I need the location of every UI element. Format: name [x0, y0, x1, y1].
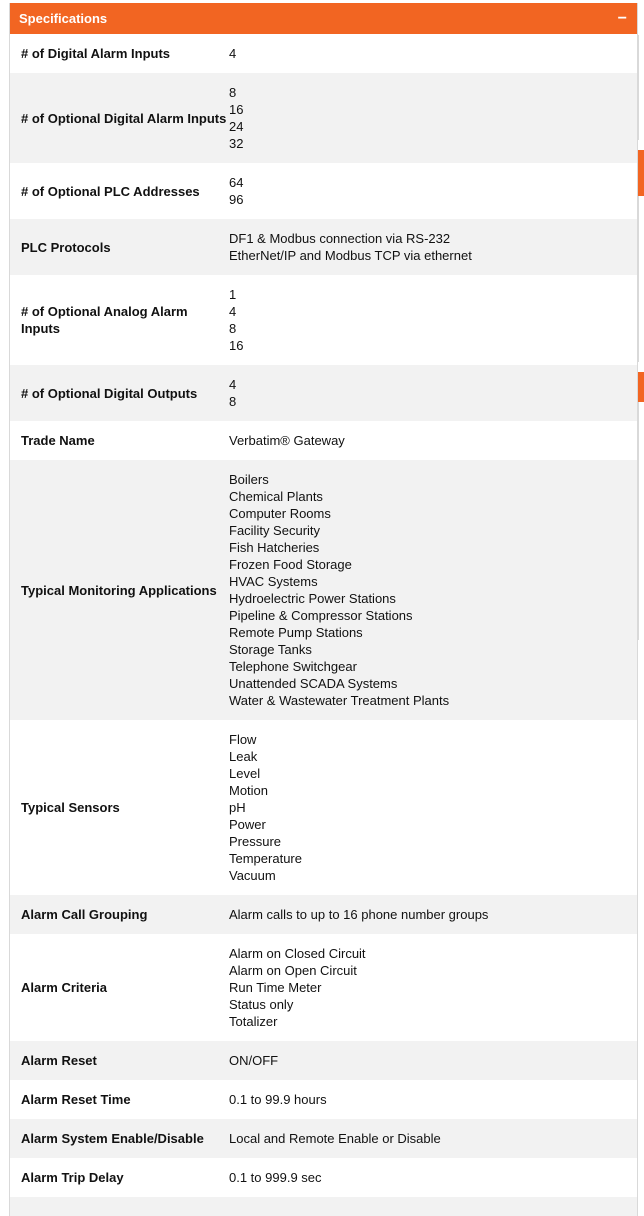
spec-value-line: Run Time Meter — [229, 980, 322, 995]
spec-value — [229, 1091, 637, 1108]
spec-label: # of Optional Analog Alarm Inputs — [21, 304, 188, 336]
spec-label: Alarm System Enable/Disable — [21, 1131, 204, 1146]
spec-value-line: 32 — [229, 136, 244, 151]
spec-label: # of Optional Digital Alarm Inputs — [21, 110, 227, 126]
spec-row — [10, 163, 637, 219]
spec-row — [10, 934, 637, 1041]
specifications-panel — [9, 3, 638, 1216]
spec-value-line: Leak — [229, 749, 258, 764]
specifications-table — [10, 34, 637, 1216]
spec-row — [10, 895, 637, 934]
spec-value-line: DF1 & Modbus connection via RS-232 — [229, 231, 451, 246]
specifications-header[interactable] — [10, 3, 637, 34]
spec-value-line: Frozen Food Storage — [229, 557, 352, 572]
spec-value-line: Computer Rooms — [229, 506, 331, 521]
spec-value — [229, 376, 637, 410]
spec-row — [10, 1158, 637, 1197]
specifications-title: Specifications — [19, 11, 108, 26]
spec-value-line: 16 — [229, 338, 244, 353]
spec-label: Typical Monitoring Applications — [21, 582, 217, 598]
spec-value-line: 64 — [229, 175, 244, 190]
spec-label: # of Optional PLC Addresses — [21, 183, 200, 199]
spec-row — [10, 34, 637, 73]
spec-value — [229, 286, 637, 354]
spec-value-line: Chemical Plants — [229, 489, 323, 504]
spec-row — [10, 720, 637, 895]
spec-value — [229, 1052, 637, 1069]
spec-value-line: 96 — [229, 192, 244, 207]
spec-value-line: ON/OFF — [229, 1053, 279, 1068]
spec-label: # of Digital Alarm Inputs — [21, 46, 171, 61]
spec-value-line: Facility Security — [229, 523, 321, 538]
spec-value-line: pH — [229, 800, 246, 815]
spec-value-line: Local and Remote Enable or Disable — [229, 1131, 441, 1146]
spec-value-line: 4 — [229, 377, 237, 392]
spec-value-line: Fish Hatcheries — [229, 540, 320, 555]
spec-value-line: 4 — [229, 46, 237, 61]
spec-row — [10, 365, 637, 421]
side-panel-header-edge — [638, 150, 644, 196]
spec-value-line: EtherNet/IP and Modbus TCP via ethernet — [229, 248, 472, 263]
side-panel-edge — [638, 196, 639, 362]
spec-value — [229, 84, 637, 152]
spec-label: Alarm Trip Delay — [21, 1170, 124, 1185]
spec-value-line: 8 — [229, 85, 237, 100]
spec-row — [10, 1080, 637, 1119]
spec-value — [229, 906, 637, 923]
spec-value-line: 4 — [229, 304, 237, 319]
spec-value-line: Hydroelectric Power Stations — [229, 591, 396, 606]
spec-row — [10, 1119, 637, 1158]
spec-value-line: Boilers — [229, 472, 269, 487]
side-panel-edge — [638, 402, 639, 640]
spec-value-line: Motion — [229, 783, 269, 798]
spec-value-line: Pipeline & Compressor Stations — [229, 608, 413, 623]
spec-value-line: Vacuum — [229, 868, 276, 883]
spec-row — [10, 1197, 637, 1216]
spec-row — [10, 73, 637, 163]
spec-value — [229, 471, 637, 709]
spec-value-line — [229, 1208, 627, 1216]
spec-value-line: 16 — [229, 102, 244, 117]
spec-value — [229, 731, 637, 884]
spec-value-line: 1 — [229, 287, 237, 302]
spec-value-line: Alarm on Open Circuit — [229, 963, 357, 978]
spec-value-line: Level — [229, 766, 261, 781]
spec-label: Alarm Call Grouping — [21, 907, 148, 922]
spec-value-line: Unattended SCADA Systems — [229, 676, 398, 691]
spec-value-line: 24 — [229, 119, 244, 134]
spec-label: Typical Sensors — [21, 800, 120, 815]
spec-value-line: 8 — [229, 321, 237, 336]
spec-value-line: Totalizer — [229, 1014, 278, 1029]
side-panel-edge — [638, 35, 639, 140]
side-panel-header-edge — [638, 372, 644, 402]
spec-value — [229, 45, 637, 62]
spec-row — [10, 460, 637, 720]
spec-value — [229, 432, 637, 449]
spec-value-line: HVAC Systems — [229, 574, 318, 589]
spec-label: Alarm Reset — [21, 1053, 97, 1068]
spec-value — [229, 174, 637, 208]
spec-row — [10, 219, 637, 275]
spec-value-line: Water & Wastewater Treatment Plants — [229, 693, 450, 708]
spec-label: Trade Name — [21, 433, 95, 448]
spec-value — [229, 945, 637, 1030]
spec-row — [10, 421, 637, 460]
spec-value — [229, 1208, 637, 1216]
spec-value-line: Alarm on Closed Circuit — [229, 946, 366, 961]
spec-value-line: 8 — [229, 394, 237, 409]
spec-value — [229, 1130, 637, 1147]
spec-value-line: Power — [229, 817, 266, 832]
collapse-icon[interactable]: − — [617, 9, 627, 27]
spec-value-line: Storage Tanks — [229, 642, 312, 657]
spec-row — [10, 275, 637, 365]
spec-value — [229, 1169, 637, 1186]
spec-value-line: Alarm calls to up to 16 phone number groups — [229, 907, 489, 922]
spec-value-line: Flow — [229, 732, 257, 747]
spec-label: PLC Protocols — [21, 239, 111, 255]
spec-value-line: Remote Pump Stations — [229, 625, 363, 640]
spec-value-line: Telephone Switchgear — [229, 659, 357, 674]
spec-value-line: 0.1 to 999.9 sec — [229, 1170, 322, 1185]
spec-value-line: Status only — [229, 997, 294, 1012]
spec-row — [10, 1041, 637, 1080]
spec-label: # of Optional Digital Outputs — [21, 385, 198, 401]
spec-value-line: Verbatim® Gateway — [229, 433, 345, 448]
spec-label: Alarm Reset Time — [21, 1092, 131, 1107]
spec-value — [229, 230, 637, 264]
spec-value-line: 0.1 to 99.9 hours — [229, 1092, 327, 1107]
spec-value-line: Pressure — [229, 834, 282, 849]
spec-value-line: Temperature — [229, 851, 302, 866]
spec-label: Alarm Criteria — [21, 980, 107, 995]
